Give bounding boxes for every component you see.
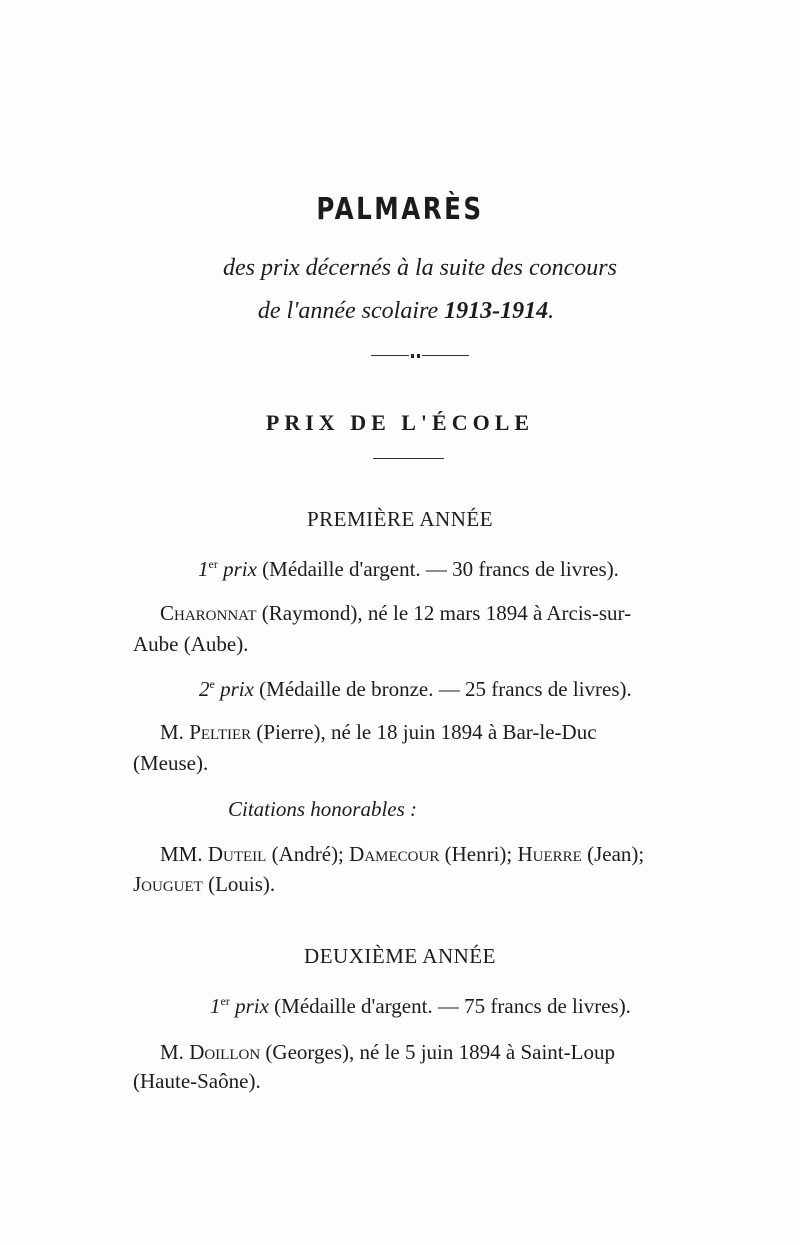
- winner-year-2-line-1: [160, 1040, 615, 1065]
- ornament-dot-left: [411, 354, 414, 358]
- page-title: PALMARÈS: [316, 192, 484, 227]
- winner-year-2-line-2: (Haute-Saône).: [133, 1069, 261, 1093]
- year-heading-deuxieme: DEUXIÈME ANNÉE: [304, 944, 496, 968]
- citations-line-1: [160, 842, 644, 867]
- prize-label: prix: [217, 557, 257, 581]
- citations-prefix: MM.: [160, 842, 208, 866]
- citation-details: (André);: [266, 842, 350, 866]
- winner-details: (Georges), né le 5 juin 1894 à Saint-Loup: [260, 1040, 615, 1064]
- prize-1-line: [198, 557, 619, 582]
- school-year: 1913-1914: [444, 298, 549, 324]
- year-heading-premiere: PREMIÈRE ANNÉE: [306, 507, 494, 531]
- citation-details: (Henri);: [439, 842, 518, 866]
- citation-name: Duteil: [207, 842, 267, 866]
- winner-prefix: M.: [160, 720, 190, 744]
- prize-number: 1: [210, 994, 221, 1018]
- winner-details: (Raymond), né le 12 mars 1894 à Arcis-sur-: [256, 601, 632, 625]
- prize-label: prix: [214, 677, 254, 701]
- prize-ordinal: er: [220, 994, 230, 1008]
- prize-1-line-year-2: [210, 994, 631, 1019]
- section-divider: [373, 458, 444, 459]
- subtitle-line-2: [6, 298, 800, 325]
- winner-name: Peltier: [189, 720, 252, 744]
- ornament-line-left: [371, 355, 409, 356]
- winner-name: Doillon: [189, 1040, 261, 1064]
- winner-2-line-1: [160, 720, 597, 745]
- subtitle-suffix: .: [548, 298, 555, 324]
- ornament-line-right: [422, 355, 469, 356]
- prize-number: 2: [199, 677, 210, 701]
- prize-2-line: [199, 677, 632, 702]
- winner-name: Charonnat: [160, 601, 257, 625]
- citation-details: (Jean);: [581, 842, 645, 866]
- winner-details: (Pierre), né le 18 juin 1894 à Bar-le-Duc: [251, 720, 597, 744]
- citation-name: Jouguet: [133, 872, 203, 896]
- subtitle-prefix: de l'année scolaire: [257, 298, 445, 324]
- citations-label: Citations honorables :: [228, 797, 418, 821]
- prize-number: 1: [198, 557, 209, 581]
- citation-details: (Louis).: [202, 872, 276, 896]
- prize-description: (Médaille d'argent. — 75 francs de livres).: [268, 994, 631, 1018]
- citations-line-2: [133, 872, 275, 897]
- section-title: PRIX DE L'ÉCOLE: [265, 410, 535, 435]
- prize-description: (Médaille d'argent. — 30 francs de livres).: [256, 557, 619, 581]
- winner-1-line-2: Aube (Aube).: [133, 632, 249, 656]
- citation-name: Damecour: [349, 842, 440, 866]
- ornament-dot-right: [417, 354, 420, 358]
- prize-ordinal: er: [208, 557, 218, 571]
- winner-prefix: M.: [160, 1040, 190, 1064]
- winner-1-line-1: [160, 601, 631, 626]
- citation-name: Huerre: [517, 842, 582, 866]
- subtitle-line-1: des prix décernés à la suite des concours: [223, 255, 617, 281]
- ornamental-rule: [371, 352, 469, 360]
- prize-description: (Médaille de bronze. — 25 francs de livres).: [253, 677, 632, 701]
- prize-ordinal: e: [209, 677, 215, 691]
- prize-label: prix: [229, 994, 269, 1018]
- winner-2-line-2: (Meuse).: [133, 751, 209, 775]
